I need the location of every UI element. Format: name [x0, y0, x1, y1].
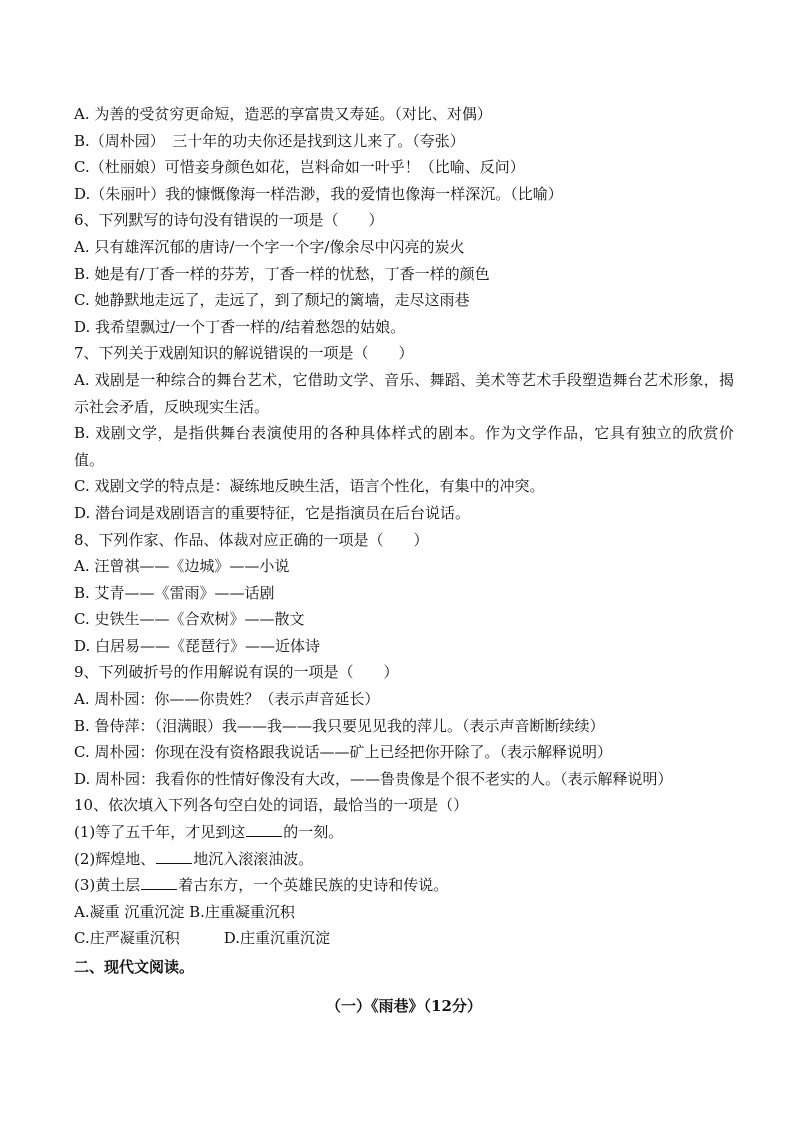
q10-stem: 10、依次填入下列各句空白处的词语，最恰当的一项是（）	[74, 796, 469, 815]
q7-option-c: C. 戏剧文学的特点是：凝练地反映生活，语言个性化，有集中的冲突。	[74, 477, 545, 496]
q10-sentence-3	[74, 872, 734, 899]
q7-stem: 7、下列关于戏剧知识的解说错误的一项是（ ）	[74, 344, 414, 363]
q7-option-a: A. 戏剧是一种综合的舞台艺术，它借助文学、音乐、舞蹈、美术等艺术手段塑造舞台艺术形象，揭示社会矛盾，反映现实生活。	[74, 370, 734, 416]
q10-s2-blank	[156, 848, 192, 864]
section-2-subtitle: （一）《雨巷》（12分）	[326, 996, 482, 1015]
q6-option-d: D. 我希望飘过/一个丁香一样的/结着愁怨的姑娘。	[74, 317, 406, 336]
q6-option-c: C. 她静默地走远了，走远了，到了颓圮的篱墙，走尽这雨巷	[74, 291, 470, 310]
q10-options-cd	[74, 925, 734, 952]
q10-s2-pre: (2)辉煌地、	[74, 849, 156, 868]
q6-option-a: A. 只有雄浑沉郁的唐诗/一个字一个字/像余尽中闪亮的炭火	[74, 237, 465, 256]
q8-option-a: A. 汪曾祺——《边城》——小说	[74, 557, 290, 576]
q10-option-d: D.庄重沉重沉淀	[223, 929, 330, 948]
section-2-title: 二、现代文阅读。	[74, 958, 195, 976]
q5-option-a: A. 为善的受贫穷更命短，造恶的享富贵又寿延。（对比、对偶）	[74, 105, 492, 123]
q10-options-ab: A.凝重 沉重沉淀 B.庄重凝重沉积	[74, 902, 295, 921]
q10-sentence-1	[74, 819, 734, 846]
q6-option-b: B. 她是有/丁香一样的芬芳，丁香一样的忧愁，丁香一样的颜色	[74, 264, 490, 283]
q9-option-a: A. 周朴园：你——你贵姓？（表示声音延长）	[74, 690, 380, 709]
q9-option-b: B. 鲁侍萍：（泪满眼）我——我——我只要见见我的萍儿。（表示声音断断续续）	[74, 716, 605, 735]
q10-s1-post: 的一刻。	[283, 823, 344, 842]
q8-option-b: B. 艾青——《雷雨》——话剧	[74, 583, 275, 602]
q10-s2-post: 地沉入滚滚油波。	[193, 849, 314, 868]
q9-stem: 9、下列破折号的作用解说有误的一项是（ ）	[74, 663, 399, 682]
q7-option-b: B. 戏剧文学，是指供舞台表演使用的各种具体样式的剧本。作为文学作品，它具有独立的欣赏价值。	[74, 424, 734, 469]
q10-s1-pre: (1)等了五千年，才见到这	[74, 823, 246, 842]
q10-s3-pre: (3)黄土层	[74, 876, 141, 895]
q5-option-b: B.（周朴园） 三十年的功夫你还是找到这儿来了。（夸张）	[74, 131, 465, 150]
q5-option-d: D.（朱丽叶）我的慷慨像海一样浩渺，我的爱情也像海一样深沉。（比喻）	[74, 184, 563, 203]
q10-s3-blank	[141, 874, 177, 890]
q8-option-c: C. 史铁生——《合欢树》——散文	[74, 610, 305, 629]
q5-option-c: C.（杜丽娘）可惜妾身颜色如花，岂料命如一叶乎！（比喻、反问）	[74, 158, 525, 177]
q10-s1-blank	[246, 821, 282, 837]
q10-option-c: C.庄严凝重沉积	[74, 929, 180, 948]
q9-option-d: D. 周朴园：我看你的性情好像没有大改，——鲁贵像是个很不老实的人。（表示解释说明）	[74, 769, 673, 788]
q9-option-c: C. 周朴园：你现在没有资格跟我说话——矿上已经把你开除了。（表示解释说明）	[74, 743, 612, 762]
q8-option-d: D. 白居易——《琵琶行》——近体诗	[74, 636, 321, 655]
q8-stem: 8、下列作家、作品、体裁对应正确的一项是（ ）	[74, 530, 429, 549]
q10-s3-post: 着古东方，一个英雄民族的史诗和传说。	[178, 876, 449, 895]
q10-sentence-2	[74, 846, 734, 873]
q7-option-d: D. 潜台词是戏剧语言的重要特征，它是指演员在后台说话。	[74, 503, 471, 522]
q6-stem: 6、下列默写的诗句没有错误的一项是（ ）	[74, 211, 384, 230]
